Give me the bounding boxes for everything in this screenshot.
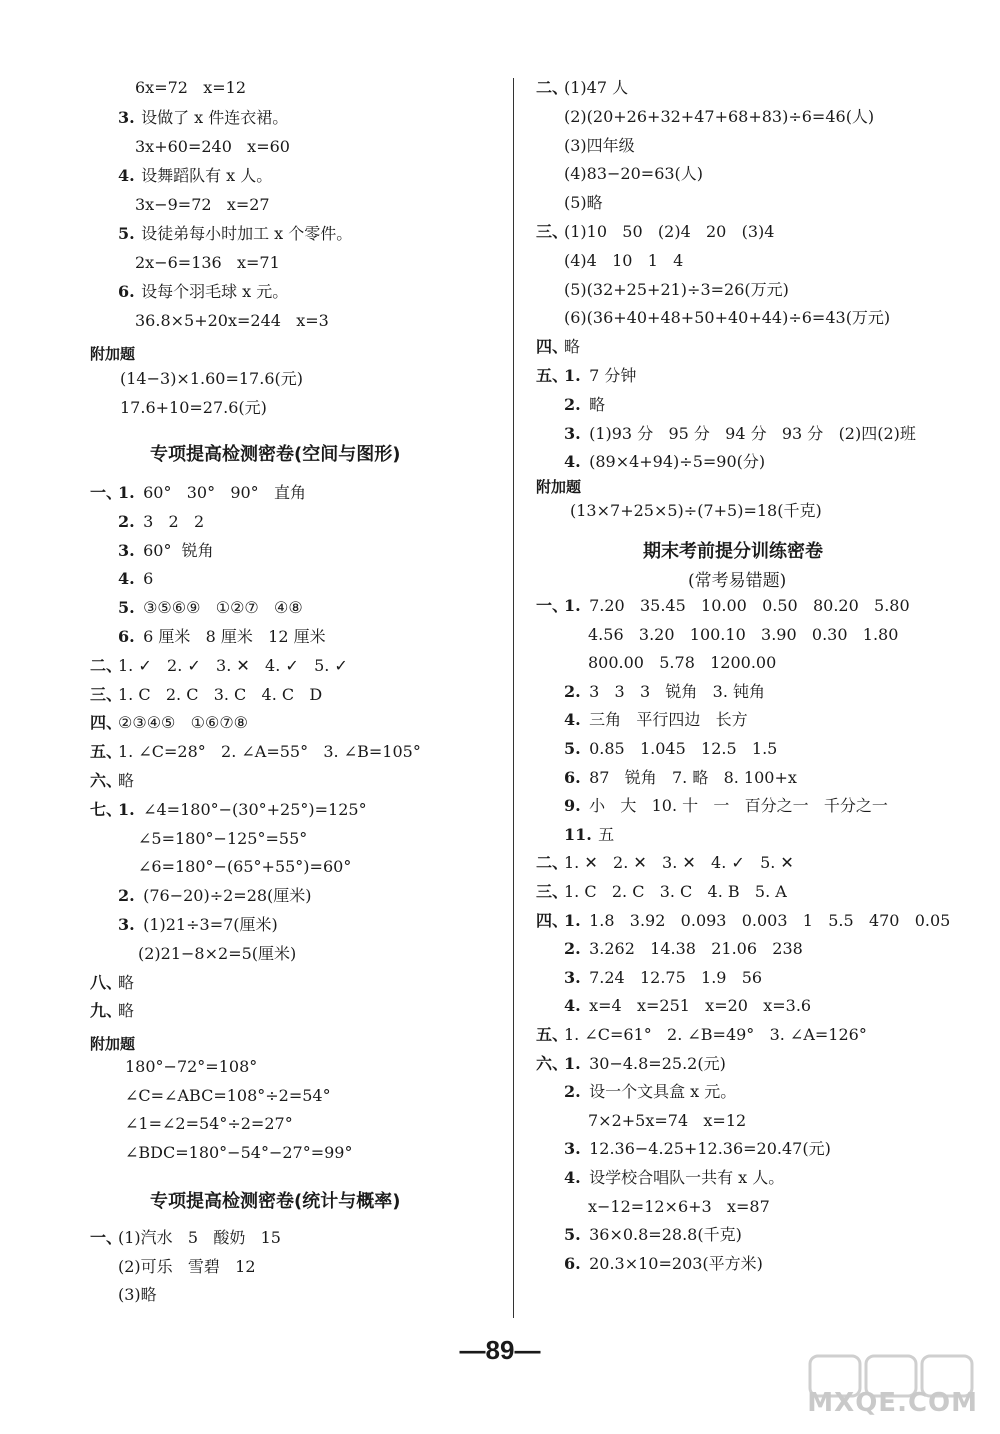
answer-text: (2)21−8×2=5(厘米)	[138, 943, 297, 963]
answer-text: 设徒弟每小时加工 x 个零件。	[136, 224, 353, 243]
item-number: 4.	[564, 1168, 581, 1187]
section-number: 一、	[90, 483, 123, 502]
item-number: 5.	[118, 224, 135, 243]
item-number: 6.	[118, 627, 135, 646]
column-divider	[513, 78, 514, 1318]
item-number: 3.	[118, 915, 135, 934]
section-number: 六、	[536, 1053, 569, 1073]
answer-text: 略	[118, 771, 135, 790]
answer-text: (13×7+25×5)÷(7+5)=18(千克)	[570, 501, 822, 520]
answer-text: (3)略	[118, 1285, 157, 1304]
answer-text: 3.262 14.38 21.06 238	[584, 939, 803, 959]
item-number: 6.	[564, 1253, 581, 1273]
item-number: 3.	[118, 540, 135, 560]
answer-text: 设舞蹈队有 x 人。	[136, 166, 273, 185]
answer-text: 略	[118, 972, 135, 992]
section-number: 三、	[536, 882, 569, 901]
section-number: 三、	[90, 684, 123, 704]
answer-text: 17.6+10=27.6(元)	[120, 398, 267, 417]
answer-text: (4)4 10 1 4	[564, 250, 684, 270]
section-number: 二、	[536, 853, 569, 873]
item-number: 2.	[118, 511, 135, 531]
answer-text: (14−3)×1.60=17.6(元)	[120, 369, 303, 388]
answer-text: ②③④⑤ ①⑥⑦⑧	[118, 713, 249, 733]
answer-text: 3x+60=240 x=60	[135, 137, 290, 156]
answer-text: 3 3 3 锐角 3. 钝角	[584, 681, 766, 701]
watermark-text: MXQE.COM	[807, 1388, 978, 1418]
answer-text: 1. C 2. C 3. C 4. C D	[118, 684, 323, 704]
item-number: 3.	[564, 967, 581, 987]
section-number: 七、	[90, 799, 123, 819]
item-number: 3.	[564, 1139, 581, 1159]
item-number: 1.	[118, 799, 135, 819]
answer-text: 设做了 x 件连衣裙。	[136, 108, 289, 127]
answer-text: ∠BDC=180°−54°−27°=99°	[125, 1142, 353, 1162]
item-number: 4.	[118, 166, 135, 185]
item-number: 3.	[118, 108, 135, 127]
item-number: 5.	[564, 739, 581, 758]
answer-text: ∠4=180°−(30°+25°)=125°	[138, 799, 367, 819]
answer-text: 小 大 10. 十 一 百分之一 千分之一	[584, 796, 888, 816]
answer-text: 60° 30° 90° 直角	[138, 483, 306, 502]
answer-text: 6	[138, 569, 154, 589]
answer-text: 60° 锐角	[138, 540, 214, 560]
answer-text: (2)(20+26+32+47+68+83)÷6=46(人)	[564, 106, 875, 126]
answer-text: 设一个文具盒 x 元。	[584, 1082, 737, 1102]
answer-text: 略	[564, 337, 581, 357]
item-number: 11.	[564, 824, 592, 844]
page-number: —89—	[459, 1335, 541, 1365]
answer-text: ∠C=∠ABC=108°÷2=54°	[125, 1085, 331, 1105]
item-number: 4.	[118, 569, 135, 589]
answer-text: (1)47 人	[564, 78, 629, 97]
answer-text: (76−20)÷2=28(厘米)	[138, 886, 312, 906]
answer-text: x−12=12×6+3 x=87	[588, 1196, 770, 1216]
section-number: 五、	[536, 366, 569, 385]
answer-text: (1)21÷3=7(厘米)	[138, 915, 278, 934]
answer-text: (1)汽水 5 酸奶 15	[118, 1228, 281, 1247]
answer-text: 三角 平行四边 长方	[584, 710, 748, 730]
answer-text: 30−4.8=25.2(元)	[584, 1053, 726, 1073]
answer-text: 3 2 2	[138, 511, 205, 531]
answer-text: ∠5=180°−125°=55°	[138, 828, 308, 848]
section-number: 四、	[90, 713, 123, 733]
answer-text: (1)93 分 95 分 94 分 93 分 (2)四(2)班	[584, 423, 916, 443]
item-number: 6.	[564, 767, 581, 787]
extra-question-heading: 附加题	[536, 478, 582, 496]
answer-text: 1. ∠C=61° 2. ∠B=49° 3. ∠A=126°	[564, 1025, 867, 1044]
answer-text: 1. ∠C=28° 2. ∠A=55° 3. ∠B=105°	[118, 742, 421, 762]
item-number: 4.	[564, 996, 581, 1016]
extra-question-heading: 附加题	[90, 1035, 136, 1053]
item-number: 6.	[118, 282, 135, 301]
answer-text: 设每个羽毛球 x 元。	[136, 282, 289, 301]
answer-text: 87 锐角 7. 略 8. 100+x	[584, 767, 797, 787]
item-number: 1.	[564, 910, 581, 930]
answer-text: x=4 x=251 x=20 x=3.6	[584, 996, 812, 1016]
section-title: 专项提高检测密卷(统计与概率)	[150, 1191, 401, 1212]
answer-text: (5)略	[564, 193, 603, 213]
answer-text: 7.24 12.75 1.9 56	[584, 967, 763, 987]
answer-text: ∠1=∠2=54°÷2=27°	[125, 1114, 293, 1133]
answer-text: 6x=72 x=12	[135, 78, 247, 97]
item-number: 4.	[564, 710, 581, 730]
item-number: 5.	[118, 598, 135, 618]
answer-text: 800.00 5.78 1200.00	[588, 653, 777, 673]
section-title: 期末考前提分训练密卷	[643, 541, 823, 562]
answer-text: 36×0.8=28.8(千克)	[584, 1225, 742, 1245]
answer-text: (89×4+94)÷5=90(分)	[584, 452, 766, 472]
section-number: 四、	[536, 910, 569, 930]
item-number: 2.	[564, 681, 581, 701]
answer-text: 7×2+5x=74 x=12	[588, 1110, 747, 1130]
section-number: 二、	[90, 655, 123, 675]
section-number: 六、	[90, 771, 123, 790]
item-number: 2.	[118, 886, 135, 906]
section-number: 二、	[536, 78, 569, 97]
section-number: 五、	[536, 1025, 569, 1044]
answer-text: (4)83−20=63(人)	[564, 164, 704, 184]
answer-text: 7.20 35.45 10.00 0.50 80.20 5.80	[584, 596, 910, 615]
item-number: 1.	[564, 366, 581, 385]
item-number: 9.	[564, 796, 581, 816]
answer-text: 1. ✕ 2. ✕ 3. ✕ 4. ✓ 5. ✕	[564, 853, 794, 873]
answer-text: 20.3×10=203(平方米)	[584, 1253, 763, 1273]
answer-text: (3)四年级	[564, 135, 635, 155]
answer-text: 36.8×5+20x=244 x=3	[135, 311, 329, 330]
section-number: 八、	[90, 972, 123, 992]
answer-text: 0.85 1.045 12.5 1.5	[584, 739, 778, 758]
answer-text: ③⑤⑥⑨ ①②⑦ ④⑧	[138, 598, 303, 618]
item-number: 1.	[564, 1053, 581, 1073]
answer-text: 五	[593, 824, 615, 844]
answer-text: (5)(32+25+21)÷3=26(万元)	[564, 279, 789, 299]
answer-text: 1.8 3.92 0.093 0.003 1 5.5 470 0.05	[584, 910, 951, 930]
section-subtitle: (常考易错题)	[688, 571, 787, 591]
section-number: 一、	[90, 1228, 123, 1247]
item-number: 4.	[564, 452, 581, 472]
answer-text: (1)10 50 (2)4 20 (3)4	[564, 222, 775, 241]
section-number: 一、	[536, 596, 569, 615]
item-number: 2.	[564, 939, 581, 959]
answer-text: (6)(36+40+48+50+40+44)÷6=43(万元)	[564, 308, 891, 328]
answer-text: 2x−6=136 x=71	[135, 253, 280, 272]
item-number: 1.	[564, 596, 581, 615]
answer-text: 12.36−4.25+12.36=20.47(元)	[584, 1139, 831, 1159]
answer-text: 1. ✓ 2. ✓ 3. ✕ 4. ✓ 5. ✓	[118, 655, 348, 675]
section-number: 九、	[90, 1001, 123, 1021]
answer-text: ∠6=180°−(65°+55°)=60°	[138, 857, 352, 877]
answer-text: 1. C 2. C 3. C 4. B 5. A	[564, 882, 787, 901]
answer-text: 设学校合唱队一共有 x 人。	[584, 1168, 785, 1187]
section-number: 五、	[90, 742, 123, 762]
answer-text: 3x−9=72 x=27	[135, 195, 270, 214]
answer-text: 略	[118, 1001, 135, 1021]
item-number: 1.	[118, 483, 135, 502]
section-title: 专项提高检测密卷(空间与图形)	[150, 444, 401, 465]
section-number: 四、	[536, 337, 569, 357]
answer-text: (2)可乐 雪碧 12	[118, 1256, 256, 1276]
item-number: 3.	[564, 423, 581, 443]
answer-text: 6 厘米 8 厘米 12 厘米	[138, 627, 326, 646]
section-number: 三、	[536, 222, 569, 241]
answer-text: 4.56 3.20 100.10 3.90 0.30 1.80	[588, 624, 899, 644]
item-number: 5.	[564, 1225, 581, 1245]
answer-text: 略	[584, 394, 606, 414]
item-number: 2.	[564, 394, 581, 414]
extra-question-heading: 附加题	[90, 345, 136, 363]
answer-text: 7 分钟	[584, 366, 637, 385]
item-number: 2.	[564, 1082, 581, 1102]
answer-text: 180°−72°=108°	[125, 1057, 258, 1076]
